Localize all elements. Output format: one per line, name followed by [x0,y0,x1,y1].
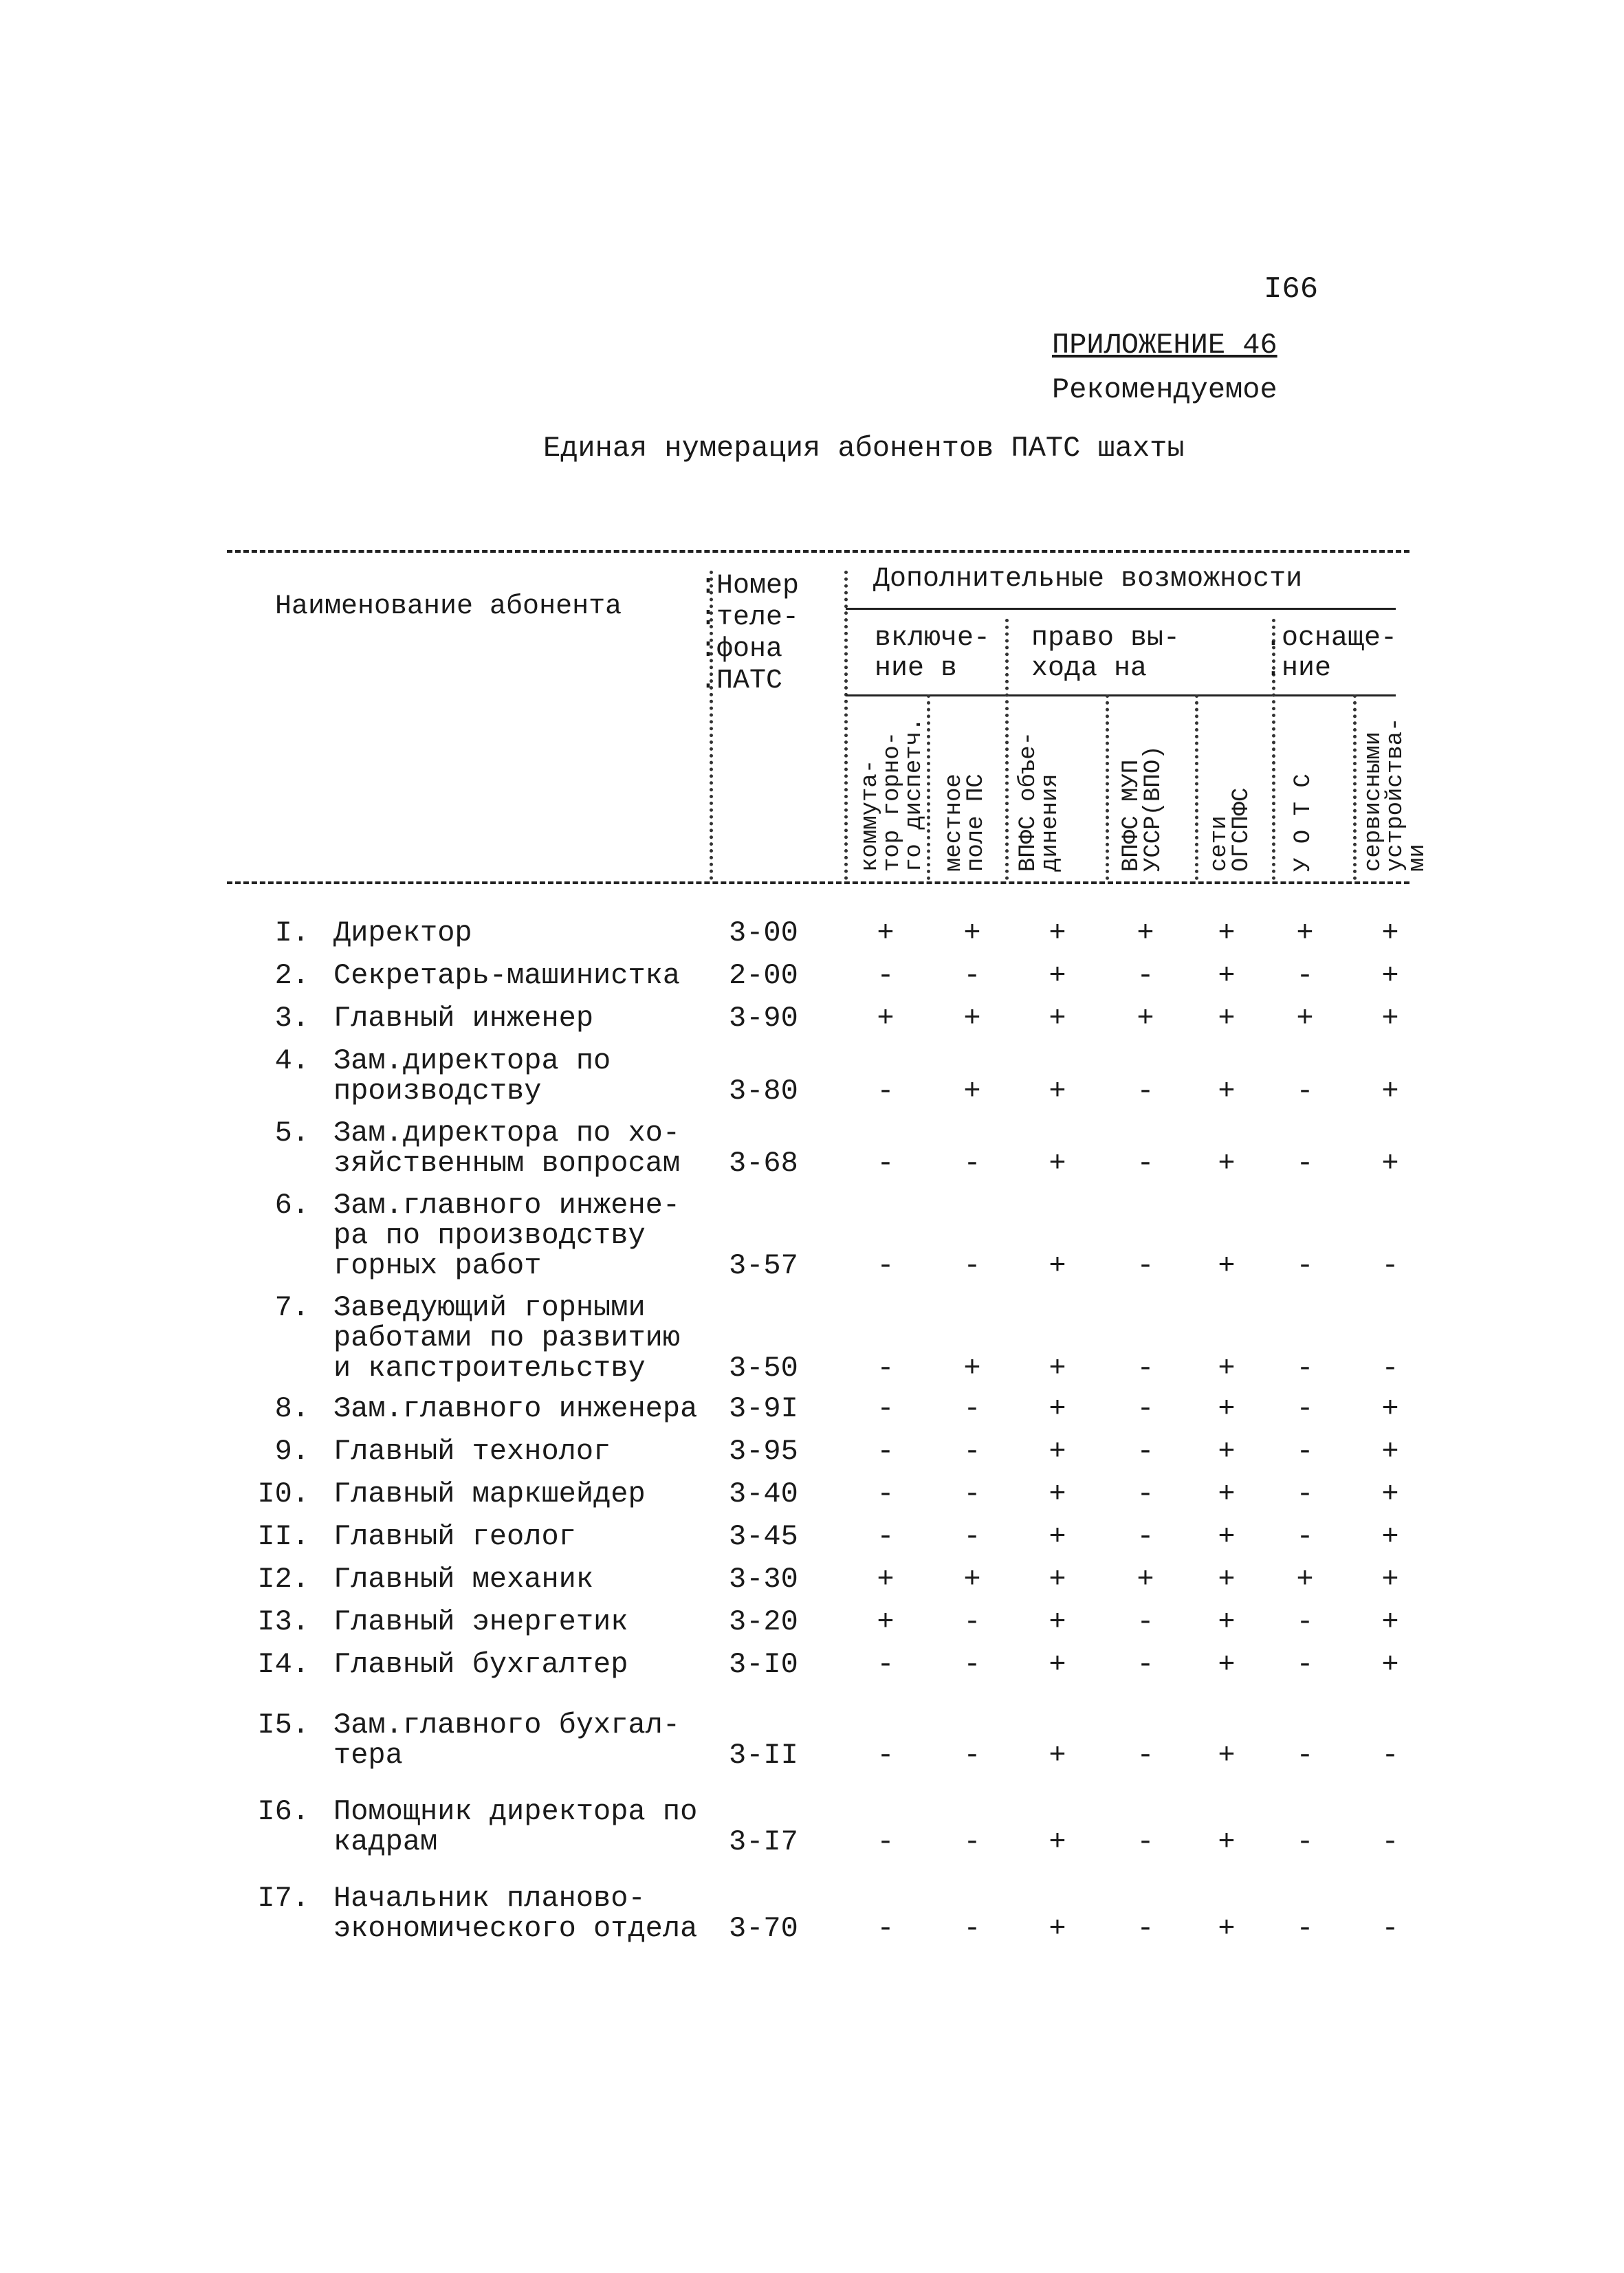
row-number: I. [274,916,309,949]
subscriber-name: Секретарь-машинистка [333,959,681,992]
capability-mark: - [1296,1249,1314,1282]
col-divider-6 [1353,694,1357,880]
phone-number: 3-68 [729,1147,798,1180]
col-header-local-field-line-2: поле ПС [963,773,989,872]
row-number: 8. [274,1392,309,1425]
capability-mark: - [1137,1075,1154,1108]
header-phone-line-4: .ПАТС [700,666,783,696]
capability-mark: + [1218,1520,1236,1553]
phone-number: 3-I0 [729,1648,798,1681]
capability-mark: - [877,1648,895,1681]
capability-mark: + [1049,1147,1066,1180]
capability-mark: + [1137,1563,1154,1596]
col-header-service-devices-line-3: ми [1405,844,1431,872]
capability-mark: + [1218,1739,1236,1772]
capability-mark: + [1218,1825,1236,1858]
col-header-service-devices-line-1: сервисными [1361,731,1387,872]
capability-mark: - [1137,1825,1154,1858]
capability-mark: + [1049,1912,1066,1945]
subscriber-name: Главный механик [333,1563,594,1596]
capability-mark: + [1049,1563,1066,1596]
subscriber-name: тера [333,1739,403,1772]
subscriber-name: Директор [333,916,472,949]
capability-mark: - [1296,1520,1314,1553]
capability-mark: + [1049,1520,1066,1553]
col-header-switchboard-line-3: го диспетч. [901,717,928,872]
col-header-association [1018,732,1062,872]
capability-mark: - [1296,1825,1314,1858]
capability-mark: + [1049,1478,1066,1511]
capability-mark: + [1049,1739,1066,1772]
capability-mark: - [1137,1249,1154,1282]
row-number: I6. [257,1795,309,1828]
capability-mark: - [963,1478,981,1511]
capability-mark: - [1137,1147,1154,1180]
header-phone-line-1: :Номер [700,571,800,602]
capability-mark: - [963,1825,981,1858]
row-number: 5. [274,1117,309,1150]
capability-mark: + [1218,1352,1236,1385]
phone-number: 3-I7 [729,1825,798,1858]
capability-mark: - [877,1249,895,1282]
capability-mark: - [1296,1075,1314,1108]
header-equip-line-1: .оснаще- [1265,623,1398,654]
capability-mark: - [1137,1912,1154,1945]
phone-number: 3-30 [729,1563,798,1596]
row-number: I3. [257,1605,309,1638]
subscriber-name: работами по развитию [333,1321,681,1354]
capability-mark: - [1137,1478,1154,1511]
capability-mark: + [877,1605,895,1638]
subgroup-divider-1 [1005,619,1009,880]
row-number: I7. [257,1882,309,1915]
phone-number: 3-9I [729,1392,798,1425]
subscriber-name: и капстроительству [333,1352,646,1385]
capability-mark: + [1137,1002,1154,1035]
header-phone-line-3: :фона [700,634,783,665]
capability-mark: + [1218,1002,1236,1035]
col-header-uots-line-1: У О Т С [1291,773,1317,872]
capability-mark: + [1049,1648,1066,1681]
capability-mark: + [1218,1249,1236,1282]
capability-mark: - [963,1605,981,1638]
row-number: 4. [274,1044,309,1077]
capability-mark: - [1137,1352,1154,1385]
capability-mark: + [963,916,981,949]
subscriber-name: Главный технолог [333,1435,611,1468]
capability-mark: + [1381,1002,1399,1035]
subscriber-name: Начальник планово- [333,1882,646,1915]
capability-mark: - [1137,1435,1154,1468]
capability-mark: - [1381,1739,1399,1772]
capability-mark: - [1137,1739,1154,1772]
row-number: 6. [274,1189,309,1222]
col-header-ministry-line-1: ВПФС МУП [1119,759,1145,872]
subscriber-name: Зам.главного инженера [333,1392,698,1425]
capability-mark: + [1381,1605,1399,1638]
header-inclusion-line-1: включе- [875,623,991,654]
capability-mark: + [1381,1147,1399,1180]
capability-mark: + [963,1002,981,1035]
capability-mark: + [963,1563,981,1596]
row-number: 9. [274,1435,309,1468]
capability-mark: - [877,1912,895,1945]
subscriber-name: горных работ [333,1249,542,1282]
subscriber-name: Зам.директора по хо- [333,1117,681,1150]
col-header-uots [1293,773,1315,872]
capability-mark: - [963,1520,981,1553]
capability-mark: + [1049,1825,1066,1858]
capability-mark: - [877,1435,895,1468]
capability-mark: + [1381,1520,1399,1553]
capability-mark: + [1049,1352,1066,1385]
capability-mark: - [877,1147,895,1180]
capability-mark: - [1137,1520,1154,1553]
recommended-label: Рекомендуемое [1052,373,1277,406]
capability-mark: + [1137,916,1154,949]
phone-number: 3-95 [729,1435,798,1468]
col-header-local-field-line-1: местное [941,773,967,872]
phone-number: 3-90 [729,1002,798,1035]
capability-mark: + [1049,1002,1066,1035]
capability-mark: + [1218,1392,1236,1425]
capability-mark: - [877,1825,895,1858]
group-divider [844,571,848,880]
capability-mark: - [1137,1648,1154,1681]
header-inclusion-line-2: ние в [875,653,958,684]
row-number: I4. [257,1648,309,1681]
subscriber-name: Главный геолог [333,1520,576,1553]
phone-number: 3-II [729,1739,798,1772]
capability-mark: + [1218,1912,1236,1945]
col-header-switchboard-line-2: тор горно- [879,731,906,872]
capability-mark: + [1049,1605,1066,1638]
header-exit-line-2: хода на [1031,653,1148,684]
capability-mark: + [1296,1563,1314,1596]
subscriber-name: ра по производству [333,1219,646,1252]
phone-number: 3-80 [729,1075,798,1108]
capability-mark: + [877,1002,895,1035]
header-equip-line-2: .ние [1265,653,1332,684]
capability-mark: + [1218,1075,1236,1108]
capability-mark: + [877,1563,895,1596]
phone-number: 3-00 [729,916,798,949]
capability-mark: - [1296,1739,1314,1772]
col-header-association-line-2: динения [1038,773,1064,872]
capability-mark: - [1296,1605,1314,1638]
capability-mark: + [1296,916,1314,949]
capability-mark: - [877,1739,895,1772]
capability-mark: + [1049,959,1066,992]
capability-mark: - [1381,1825,1399,1858]
row-number: 2. [274,959,309,992]
subscriber-name: кадрам [333,1825,438,1858]
capability-mark: + [1381,1648,1399,1681]
capability-mark: - [877,1478,895,1511]
capability-mark: - [963,1392,981,1425]
col-header-network-line-1: сети [1207,815,1233,872]
capability-mark: + [1381,1478,1399,1511]
subscriber-name: производству [333,1075,542,1108]
row-number: I5. [257,1709,309,1742]
header-exit-line-1: право вы- [1031,623,1181,654]
subscriber-name: Заведующий горными [333,1291,646,1324]
group-header-rule [846,608,1396,610]
row-number: II. [257,1520,309,1553]
col-header-association-line-1: ВПФС объе- [1016,731,1042,872]
subscriber-name: Помощник директора по [333,1795,698,1828]
capability-mark: + [1049,1392,1066,1425]
capability-mark: - [1296,1648,1314,1681]
table-top-rule [227,550,1409,553]
capability-mark: - [963,1912,981,1945]
capability-mark: + [1218,916,1236,949]
capability-mark: - [1296,1392,1314,1425]
capability-mark: + [1296,1002,1314,1035]
capability-mark: + [1049,1075,1066,1108]
capability-mark: + [963,1075,981,1108]
capability-mark: - [1137,1605,1154,1638]
subscriber-name: Главный энергетик [333,1605,628,1638]
capability-mark: - [1381,1352,1399,1385]
subscriber-name: зяйственным вопросам [333,1147,681,1180]
col-header-network-line-2: ОГСПФС [1229,787,1255,872]
phone-number: 3-50 [729,1352,798,1385]
phone-number: 3-70 [729,1912,798,1945]
appendix-label: ПРИЛОЖЕНИЕ 46 [1052,329,1277,362]
col-header-local-field [943,773,987,872]
col-header-switchboard-line-1: коммута- [857,759,884,872]
capability-mark: - [1137,959,1154,992]
subscriber-name: Зам.главного инжене- [333,1189,681,1222]
capability-mark: + [1381,1563,1399,1596]
capability-mark: + [877,916,895,949]
capability-mark: - [963,959,981,992]
row-number: I2. [257,1563,309,1596]
subscriber-name: Главный бухгалтер [333,1648,628,1681]
capability-mark: + [1381,1435,1399,1468]
table-header-bottom-rule [227,881,1409,884]
col-header-service-devices [1363,718,1429,872]
capability-mark: + [1049,1249,1066,1282]
page-number: I66 [1264,272,1319,307]
phone-number: 2-00 [729,959,798,992]
capability-mark: - [877,1352,895,1385]
row-number: 3. [274,1002,309,1035]
col-divider-4 [1195,694,1198,880]
capability-mark: - [963,1249,981,1282]
capability-mark: - [1296,1912,1314,1945]
row-number: 7. [274,1291,309,1324]
capability-mark: + [1218,1605,1236,1638]
capability-mark: - [1381,1912,1399,1945]
capability-mark: - [877,1392,895,1425]
col-divider-3 [1106,694,1109,880]
capability-mark: - [1296,1478,1314,1511]
subscriber-name: Зам.директора по [333,1044,611,1077]
capability-mark: - [877,1075,895,1108]
subscriber-name: Зам.главного бухгал- [333,1709,681,1742]
capability-mark: - [963,1739,981,1772]
header-extra-group: Дополнительные возможности [873,564,1303,595]
phone-number: 3-57 [729,1249,798,1282]
capability-mark: - [963,1147,981,1180]
capability-mark: + [1381,1392,1399,1425]
capability-mark: - [1137,1392,1154,1425]
subscriber-name: Главный инженер [333,1002,594,1035]
col-header-ministry [1121,745,1165,872]
capability-mark: - [877,959,895,992]
capability-mark: - [1296,959,1314,992]
capability-mark: - [963,1435,981,1468]
col-header-switchboard [857,717,928,872]
capability-mark: + [963,1352,981,1385]
capability-mark: - [1296,1147,1314,1180]
capability-mark: + [1218,1648,1236,1681]
capability-mark: + [1218,1435,1236,1468]
header-phone-line-2: :теле- [700,602,800,633]
capability-mark: + [1218,959,1236,992]
document-title: Единая нумерация абонентов ПАТС шахты [543,432,1185,465]
capability-mark: - [1296,1352,1314,1385]
subscriber-name: экономического отдела [333,1912,698,1945]
capability-mark: + [1381,1075,1399,1108]
capability-mark: + [1381,916,1399,949]
capability-mark: + [1218,1478,1236,1511]
phone-number: 3-20 [729,1605,798,1638]
capability-mark: - [1296,1435,1314,1468]
row-number: I0. [257,1478,309,1511]
col-header-network [1209,788,1253,872]
capability-mark: + [1381,959,1399,992]
capability-mark: - [877,1520,895,1553]
capability-mark: - [1381,1249,1399,1282]
capability-mark: + [1218,1563,1236,1596]
col-header-service-devices-line-2: устройства- [1383,717,1409,872]
header-name-col: Наименование абонента [275,591,622,622]
subscriber-name: Главный маркшейдер [333,1478,646,1511]
capability-mark: - [963,1648,981,1681]
capability-mark: + [1218,1147,1236,1180]
col-header-ministry-line-2: УССР(ВПО) [1141,745,1167,872]
phone-number: 3-40 [729,1478,798,1511]
capability-mark: + [1049,916,1066,949]
phone-number: 3-45 [729,1520,798,1553]
capability-mark: + [1049,1435,1066,1468]
